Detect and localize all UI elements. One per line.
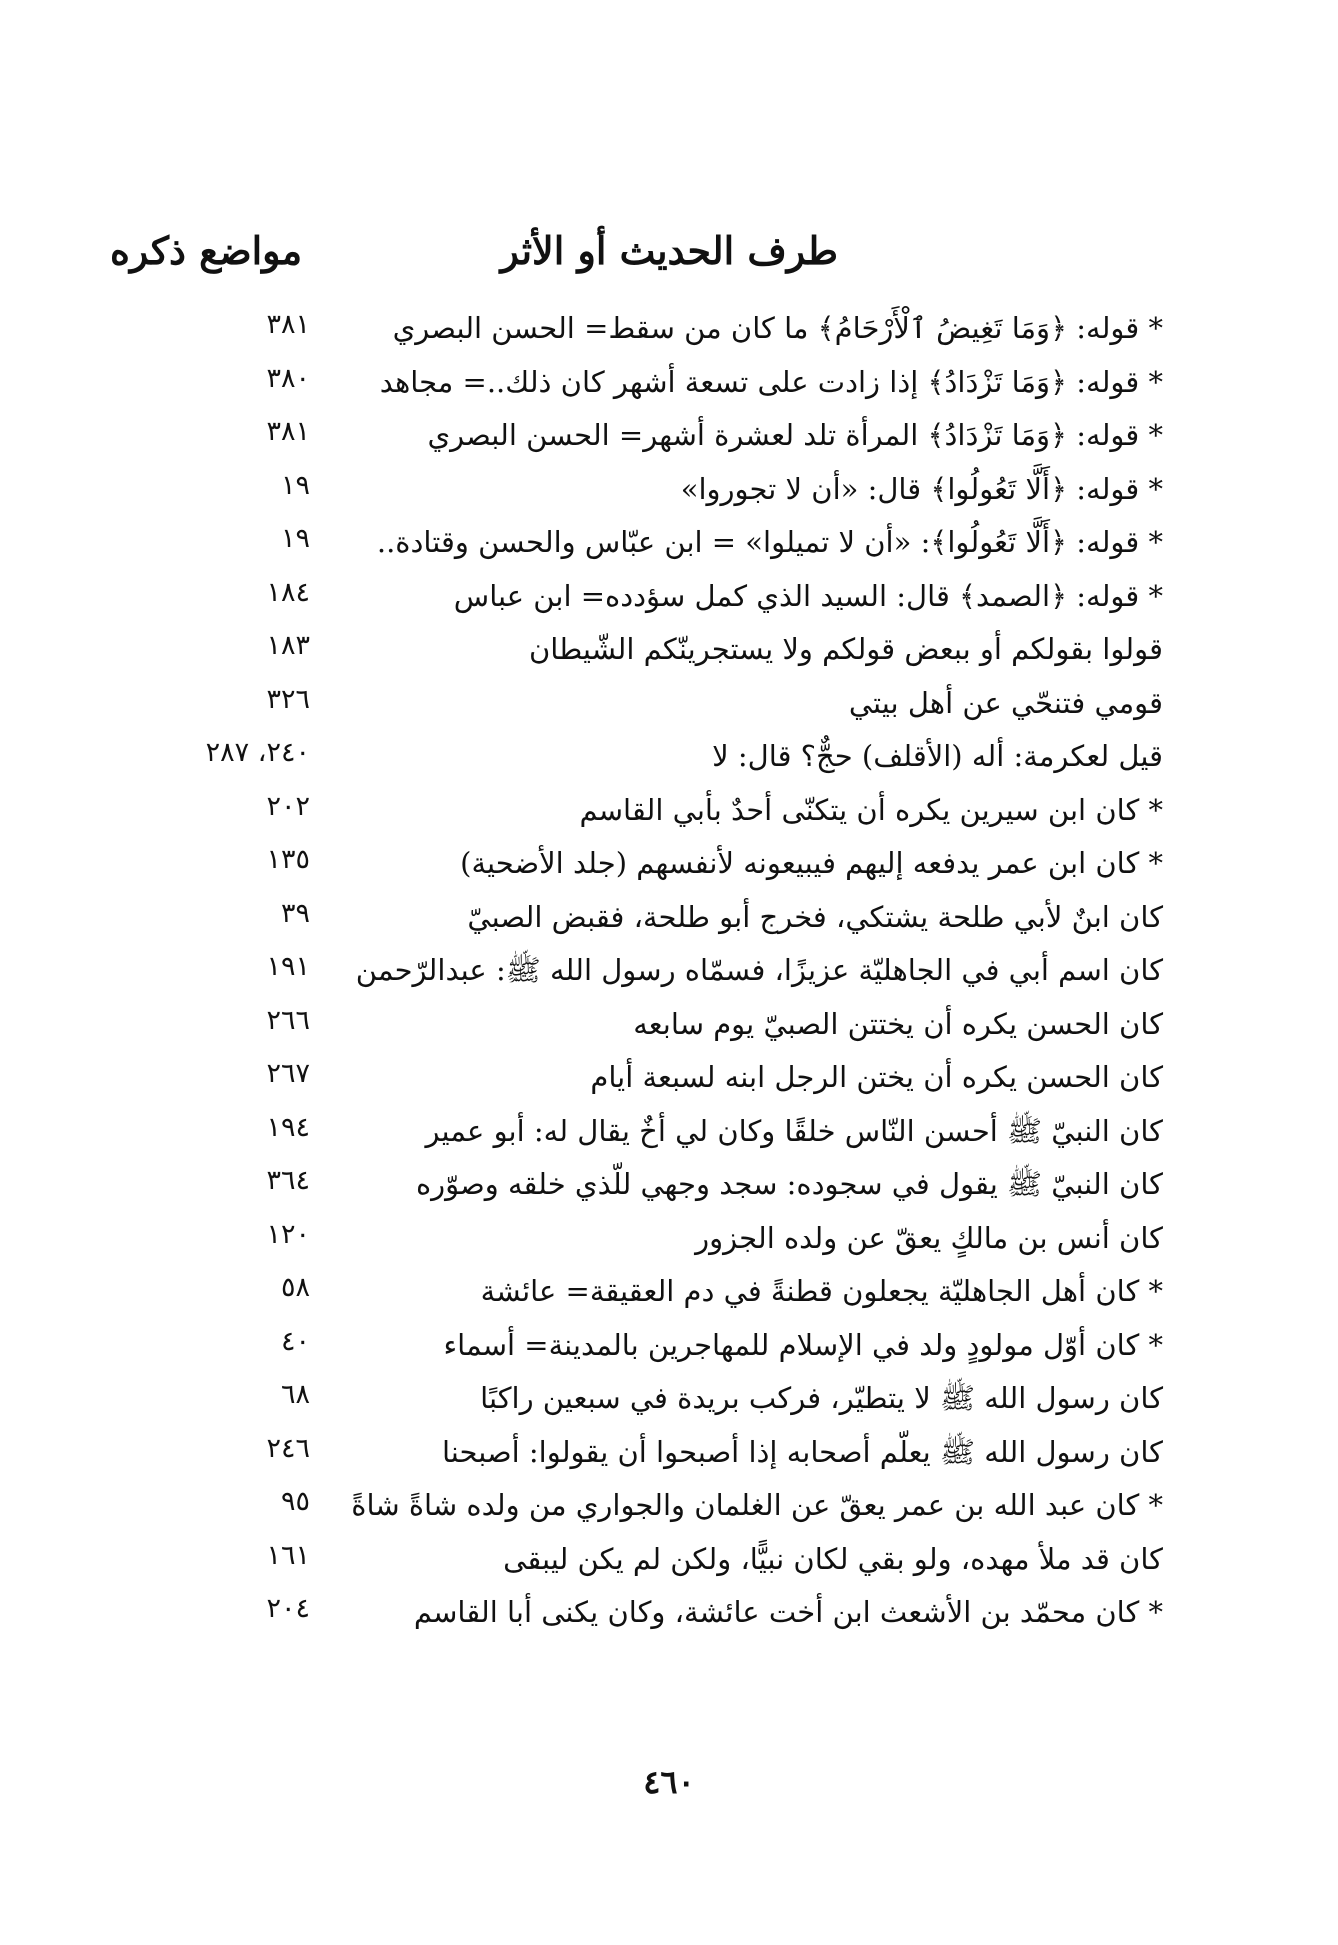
reference-numbers: ٢٠٢ xyxy=(266,790,310,822)
index-row xyxy=(0,1268,1338,1322)
page-number: ٤٦٠ xyxy=(643,1763,695,1801)
reference-numbers: ٣٩ xyxy=(280,897,310,929)
reference-numbers: ١٢٠ xyxy=(266,1218,310,1250)
index-row xyxy=(0,787,1338,841)
index-row xyxy=(0,840,1338,894)
index-row xyxy=(0,894,1338,948)
hadith-text: كان رسول الله ﷺ يعلّم أصحابه إذا أصبحوا أن يقولوا: أصبحنا xyxy=(441,1434,1163,1469)
hadith-text: كان الحسن يكره أن يختن الرجل ابنه لسبعة أيام xyxy=(590,1060,1163,1094)
index-row xyxy=(0,947,1338,1001)
reference-numbers: ٩٥ xyxy=(280,1486,310,1517)
hadith-text: كان الحسن يكره أن يختتن الصبيّ يوم سابعه xyxy=(633,1006,1163,1041)
reference-numbers: ٢٤٦ xyxy=(266,1432,310,1464)
index-list xyxy=(0,305,1338,1643)
reference-numbers: ٥٨ xyxy=(280,1272,310,1303)
hadith-text: * قوله: ﴿وَمَا تَغِيضُ ٱلْأَرْحَامُ﴾ ما كان من سقط= الحسن البصري xyxy=(392,311,1163,345)
hadith-text: * قوله: ﴿أَلَّا تَعُولُوا﴾ قال: «أن لا تجوروا» xyxy=(680,471,1163,506)
hadith-text: * كان محمّد بن الأشعث ابن أخت عائشة، وكان يكنى أبا القاسم xyxy=(413,1595,1163,1629)
reference-numbers: ٢٠٤ xyxy=(266,1593,310,1624)
hadith-text: قيل لعكرمة: أله (الأقلف) حجٌّ؟ قال: لا xyxy=(712,739,1163,773)
hadith-text: * كان أوّل مولودٍ ولد في الإسلام للمهاجرين بالمدينة= أسماء xyxy=(443,1327,1163,1362)
hadith-text: كان ابنٌ لأبي طلحة يشتكي، فخرج أبو طلحة، فقبض الصبيّ xyxy=(467,899,1163,934)
reference-numbers: ٣٦٤ xyxy=(266,1165,310,1196)
reference-numbers: ٣٨١ xyxy=(266,416,310,447)
hadith-text: * قوله: ﴿الصمد﴾ قال: السيد الذي كمل سؤدده= ابن عباس xyxy=(453,578,1163,613)
reference-numbers: ٢٦٧ xyxy=(266,1058,310,1089)
index-row xyxy=(0,1589,1338,1643)
reference-numbers: ٢٤٠، ٢٨٧ xyxy=(205,737,310,768)
reference-numbers: ١٩٤ xyxy=(266,1111,310,1143)
index-row xyxy=(0,680,1338,734)
index-row xyxy=(0,626,1338,680)
table-header xyxy=(110,228,1228,288)
hadith-text: * كان عبد الله بن عمر يعقّ عن الغلمان والجواري من ولده شاةً شاةً xyxy=(351,1488,1163,1522)
index-row xyxy=(0,1054,1338,1108)
reference-numbers: ٣٢٦ xyxy=(266,683,310,715)
reference-numbers: ١٩ xyxy=(280,523,310,554)
reference-numbers: ٢٦٦ xyxy=(266,1004,310,1036)
reference-numbers: ١٨٣ xyxy=(266,630,310,661)
hadith-text: * قوله: ﴿أَلَّا تَعُولُوا﴾: «أن لا تميلوا» = ابن عبّاس والحسن وقتادة.. xyxy=(376,525,1163,559)
index-row xyxy=(0,1001,1338,1055)
hadith-text: * كان أهل الجاهليّة يجعلون قطنةً في دم العقيقة= عائشة xyxy=(480,1274,1163,1308)
index-row xyxy=(0,305,1338,359)
index-row xyxy=(0,359,1338,413)
column-header-hadith: طرف الحديث أو الأثر xyxy=(500,228,838,273)
index-row xyxy=(0,1429,1338,1483)
index-row xyxy=(0,1322,1338,1376)
reference-numbers: ٤٠ xyxy=(280,1325,310,1357)
hadith-text: كان رسول الله ﷺ لا يتطيّر، فركب بريدة في سبعين راكبًا xyxy=(480,1381,1163,1415)
index-row xyxy=(0,412,1338,466)
reference-numbers: ١٩ xyxy=(280,469,310,501)
reference-numbers: ٣٨٠ xyxy=(266,362,310,394)
index-row xyxy=(0,1375,1338,1429)
hadith-text: * كان ابن عمر يدفعه إليهم فيبيعونه لأنفسهم (جلد الأضحية) xyxy=(460,846,1163,880)
index-row xyxy=(0,466,1338,520)
hadith-text: قومي فتنحّي عن أهل بيتي xyxy=(848,685,1163,720)
index-row xyxy=(0,1536,1338,1590)
hadith-text: * قوله: ﴿وَمَا تَزْدَادُ﴾ المرأة تلد لعشرة أشهر= الحسن البصري xyxy=(427,418,1163,452)
reference-numbers: ٣٨١ xyxy=(266,309,310,340)
reference-numbers: ١٩١ xyxy=(266,951,310,982)
reference-numbers: ٦٨ xyxy=(280,1379,310,1410)
hadith-text: قولوا بقولكم أو ببعض قولكم ولا يستجرينّكم الشّيطان xyxy=(528,632,1163,666)
index-row xyxy=(0,573,1338,627)
index-row xyxy=(0,519,1338,573)
index-row xyxy=(0,1161,1338,1215)
hadith-text: * قوله: ﴿وَمَا تَزْدَادُ﴾ إذا زادت على تسعة أشهر كان ذلك..= مجاهد xyxy=(379,364,1163,399)
hadith-text: كان النبيّ ﷺ يقول في سجوده: سجد وجهي للّذي خلقه وصوّره xyxy=(415,1167,1163,1201)
hadith-text: كان اسم أبي في الجاهليّة عزيزًا، فسمّاه رسول الله ﷺ: عبدالرّحمن xyxy=(355,953,1163,987)
reference-numbers: ١٣٥ xyxy=(266,844,310,875)
reference-numbers: ١٨٤ xyxy=(266,576,310,608)
index-row xyxy=(0,1108,1338,1162)
index-row xyxy=(0,1215,1338,1269)
hadith-text: * كان ابن سيرين يكره أن يتكنّى أحدٌ بأبي القاسم xyxy=(579,792,1163,827)
index-row xyxy=(0,733,1338,787)
reference-numbers: ١٦١ xyxy=(266,1539,310,1571)
hadith-text: كان أنس بن مالكٍ يعقّ عن ولده الجزور xyxy=(695,1220,1163,1255)
index-row xyxy=(0,1482,1338,1536)
column-header-refs: مواضع ذكره xyxy=(110,228,303,273)
hadith-text: كان النبيّ ﷺ أحسن النّاس خلقًا وكان لي أخٌ يقال له: أبو عمير xyxy=(425,1113,1163,1148)
hadith-text: كان قد ملأ مهده، ولو بقي لكان نبيًّا، ولكن لم يكن ليبقى xyxy=(503,1541,1163,1576)
